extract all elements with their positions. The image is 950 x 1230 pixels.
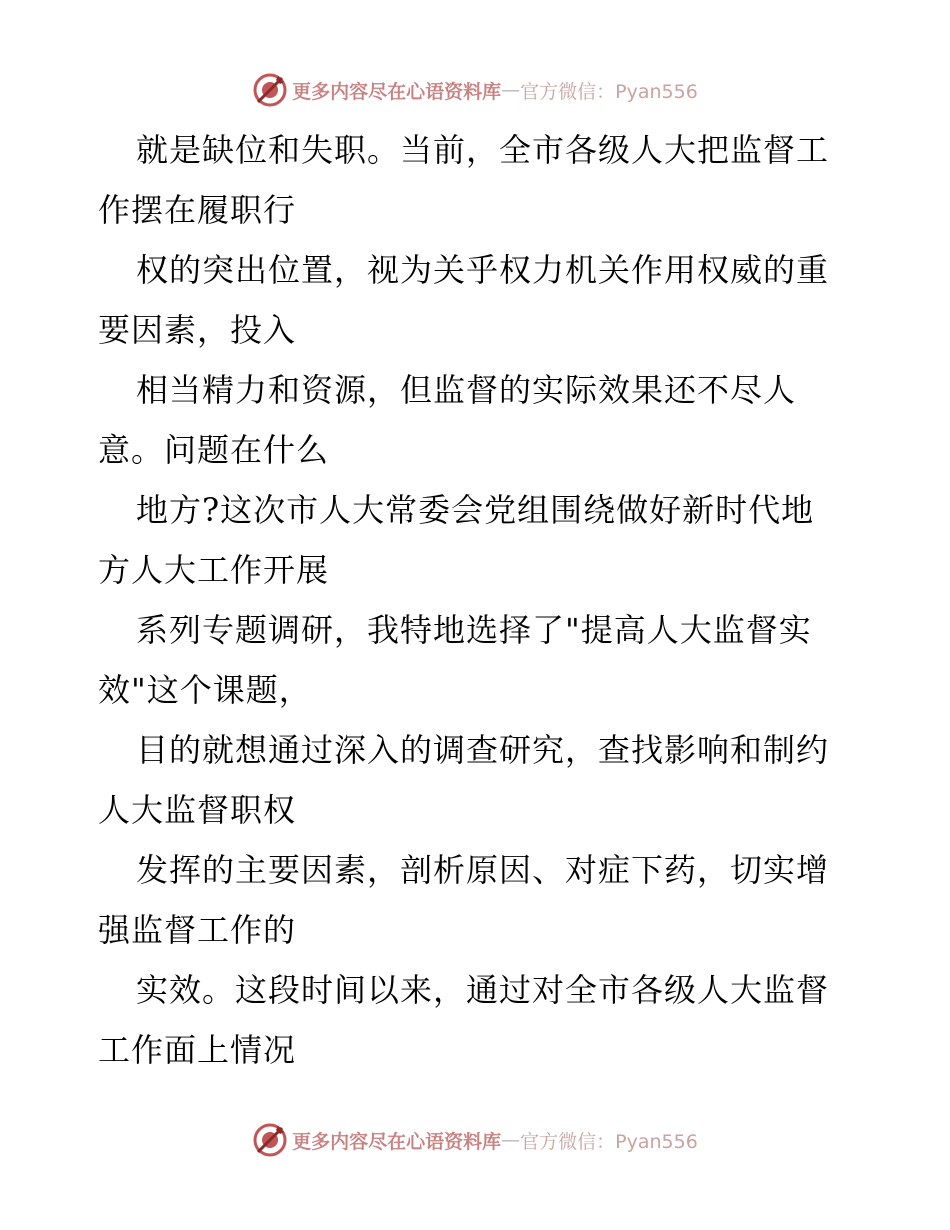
watermark-wechat-text: 官方微信：Pyan556 [520,80,698,103]
body-line: 作摆在履职行 [98,191,297,229]
body-line: 系列专题调研，我特地选择了"提高人大监督实 [136,611,812,649]
pen-logo-icon [252,72,288,108]
body-line: 权的突出位置，视为关乎权力机关作用权威的重 [136,251,830,289]
watermark-separator: — [501,79,521,101]
watermark-separator: — [501,1129,521,1151]
body-line: 工作面上情况 [98,1031,297,1069]
body-line: 意。问题在什么 [98,431,330,469]
document-body [98,120,858,1080]
header-watermark [0,70,950,110]
watermark-site-text: 更多内容尽在心语资料库 [292,1130,502,1153]
body-line: 目的就想通过深入的调查研究，查找影响和制约 [136,731,830,769]
body-line: 相当精力和资源，但监督的实际效果还不尽人 [136,371,797,409]
body-line: 方人大工作开展 [98,551,330,589]
body-line: 效"这个课题， [98,671,312,709]
body-line: 要因素，投入 [98,311,297,349]
body-line: 发挥的主要因素，剖析原因、对症下药，切实增 [136,851,830,889]
pen-logo-icon [252,1122,288,1158]
body-line: 人大监督职权 [98,791,297,829]
watermark-wechat-text: 官方微信：Pyan556 [520,1130,698,1153]
body-line: 就是缺位和失职。当前，全市各级人大把监督工 [136,131,830,169]
body-line: 地方?这次市人大常委会党组围绕做好新时代地 [136,491,815,529]
footer-watermark [0,1120,950,1160]
body-line: 强监督工作的 [98,911,297,949]
watermark-site-text: 更多内容尽在心语资料库 [292,80,502,103]
body-line: 实效。这段时间以来，通过对全市各级人大监督 [136,971,830,1009]
